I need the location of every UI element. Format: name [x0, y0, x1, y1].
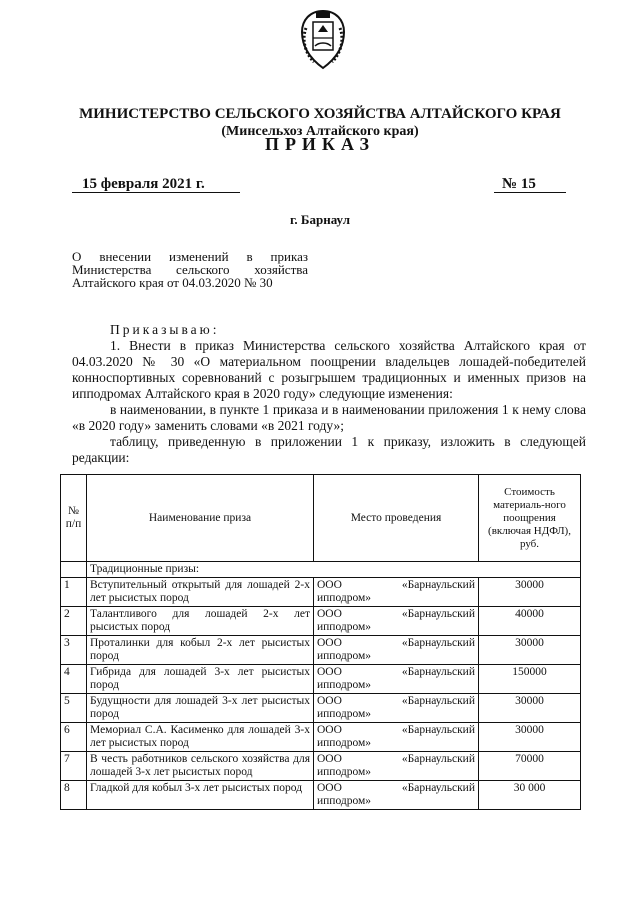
place-line — [317, 637, 475, 650]
place-line — [317, 724, 475, 737]
place-venue: ипподром» — [317, 708, 372, 720]
prize-name: Вступительный открытый для лошадей 2-х лет рысистых пород — [87, 578, 314, 607]
prize-name: Проталинки для кобыл 2-х лет рысистых пород — [87, 636, 314, 665]
paragraph-2: в наименовании, в пункте 1 приказа и в наименовании приложения 1 к нему слова «в 2020 году» заменить словами «в 2021 году»; — [72, 402, 586, 433]
prize-place — [314, 578, 479, 607]
prize-place — [314, 781, 479, 810]
place-line — [317, 753, 475, 766]
table-row — [61, 694, 581, 723]
prize-cost: 30 000 — [479, 781, 581, 810]
prize-name: В честь работников сельского хозяйства для лошадей 3-х лет рысистых пород — [87, 752, 314, 781]
place-org-type: ООО — [317, 695, 342, 707]
section-title: Традиционные призы: — [87, 562, 581, 578]
place-org-type: ООО — [317, 579, 342, 591]
place-venue: ипподром» — [317, 737, 372, 749]
prize-cost: 30000 — [479, 723, 581, 752]
prize-cost: 150000 — [479, 665, 581, 694]
place-venue: ипподром» — [317, 679, 372, 691]
ministry-name: МИНИСТЕРСТВО СЕЛЬСКОГО ХОЗЯЙСТВА АЛТАЙСКОГО КРАЯ — [79, 106, 561, 122]
city: г. Барнаул — [289, 212, 351, 227]
row-number: 8 — [61, 781, 87, 810]
table-row — [61, 607, 581, 636]
prize-cost: 30000 — [479, 636, 581, 665]
section-num-cell — [61, 562, 87, 578]
place-org-name: «Барнаульский — [401, 666, 475, 678]
table-row — [61, 723, 581, 752]
place-venue: ипподром» — [317, 592, 372, 604]
paragraph-1: 1. Внести в приказ Министерства сельского хозяйства Алтайского края от 04.03.2020 № 30 «О материальном поощрении владельцев лошадей-победителей конноспортивных соревнований с розыгрышем традиционных и именных призов на ипподромах Алтайского края в 2020 году» следующие изменения: — [72, 338, 586, 401]
order-date: 15 февраля 2021 г. — [72, 176, 240, 193]
prize-name: Гибрида для лошадей 3-х лет рысистых пород — [87, 665, 314, 694]
coat-of-arms-emblem — [296, 8, 350, 72]
paragraph-3: таблицу, приведенную в приложении 1 к приказу, изложить в следующей редакции: — [72, 434, 586, 465]
header-num: № п/п — [61, 475, 87, 562]
subject-text: О внесении изменений в приказ Министерства сельского хозяйства Алтайского края от 04.03.2020 № 30 — [72, 249, 308, 290]
prize-place — [314, 723, 479, 752]
table-row — [61, 752, 581, 781]
row-number: 1 — [61, 578, 87, 607]
place-org-type: ООО — [317, 782, 342, 794]
row-number: 7 — [61, 752, 87, 781]
place-org-type: ООО — [317, 608, 342, 620]
section-row — [61, 562, 581, 578]
table-header-row — [61, 475, 581, 562]
prize-place — [314, 636, 479, 665]
order-word: Приказываю: — [110, 322, 220, 337]
place-org-name: «Барнаульский — [401, 782, 475, 794]
table-row — [61, 781, 581, 810]
place-line — [317, 695, 475, 708]
header-cost: Стоимость материаль-ного поощрения (включая НДФЛ), руб. — [479, 475, 581, 562]
order-subject — [72, 250, 308, 289]
prize-cost: 30000 — [479, 578, 581, 607]
place-org-type: ООО — [317, 724, 342, 736]
place-org-name: «Барнаульский — [401, 579, 475, 591]
prize-name: Будущности для лошадей 3-х лет рысистых пород — [87, 694, 314, 723]
order-number: № 15 — [494, 176, 566, 193]
row-number: 5 — [61, 694, 87, 723]
prize-cost: 40000 — [479, 607, 581, 636]
place-org-name: «Барнаульский — [401, 753, 475, 765]
place-org-type: ООО — [317, 637, 342, 649]
place-org-type: ООО — [317, 753, 342, 765]
prize-name: Мемориал С.А. Касименко для лошадей 3-х лет рысистых пород — [87, 723, 314, 752]
place-venue: ипподром» — [317, 621, 372, 633]
prize-place — [314, 607, 479, 636]
document-title: ПРИКАЗ — [264, 134, 376, 154]
place-line — [317, 782, 475, 795]
order-body — [72, 322, 586, 466]
place-org-name: «Барнаульский — [401, 695, 475, 707]
place-venue: ипподром» — [317, 795, 372, 807]
place-org-name: «Барнаульский — [401, 724, 475, 736]
prize-cost: 70000 — [479, 752, 581, 781]
table-row — [61, 578, 581, 607]
table-row — [61, 636, 581, 665]
prize-name: Талантливого для лошадей 2-х лет рысистых пород — [87, 607, 314, 636]
prize-name: Гладкой для кобыл 3-х лет рысистых пород — [87, 781, 314, 810]
place-venue: ипподром» — [317, 650, 372, 662]
place-line — [317, 579, 475, 592]
prizes-table — [60, 474, 581, 810]
place-org-name: «Барнаульский — [401, 608, 475, 620]
place-line — [317, 608, 475, 621]
place-venue: ипподром» — [317, 766, 372, 778]
prize-place — [314, 665, 479, 694]
place-org-name: «Барнаульский — [401, 637, 475, 649]
ministry-short-name: (Минсельхоз Алтайского края) — [221, 124, 419, 139]
place-line — [317, 666, 475, 679]
prize-place — [314, 752, 479, 781]
table-row — [61, 665, 581, 694]
row-number: 6 — [61, 723, 87, 752]
row-number: 2 — [61, 607, 87, 636]
row-number: 3 — [61, 636, 87, 665]
prize-place — [314, 694, 479, 723]
prize-cost: 30000 — [479, 694, 581, 723]
header-place: Место проведения — [314, 475, 479, 562]
header-name: Наименование приза — [87, 475, 314, 562]
row-number: 4 — [61, 665, 87, 694]
place-org-type: ООО — [317, 666, 342, 678]
